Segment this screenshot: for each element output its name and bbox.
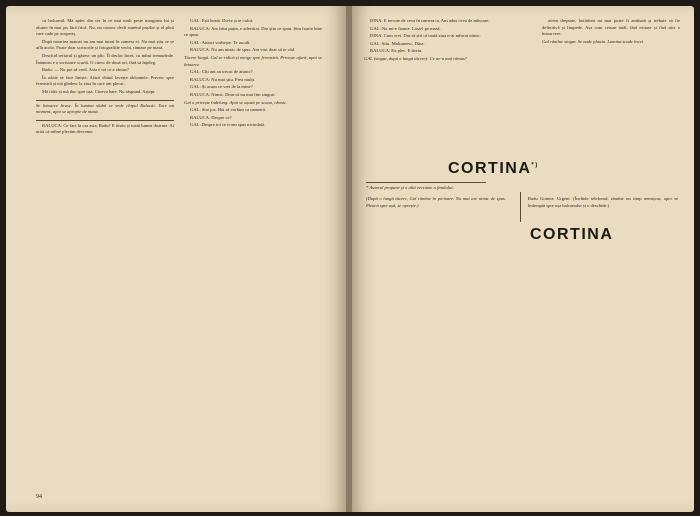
dialogue-line: GAL: Ești beată. Du-te și te culcă. (190, 18, 254, 23)
stage-direction: Se întoarce brusc. În lumina slabă se vede chipul Ralucăi. Tace un moment, apoi se apropie de masă. (36, 102, 174, 115)
divider-rule (36, 100, 174, 101)
curtain-heading-text: CORTINA (448, 160, 532, 177)
page-number: 94 (36, 494, 42, 500)
paragraph: În odaie se face liniște. Afară vîntul lovește obloanele. Privesc spre fereastră și mă gîndesc la ziua în care am plecat. (36, 74, 174, 87)
footnote-mark: *) (531, 162, 539, 169)
curtain-heading (448, 160, 539, 178)
divider-rule (36, 120, 174, 121)
paragraph: avem dreptate, hotărîrea nu mai poate fi amînată și trebuie să fie definitivă și limpede. Așa cum ceruse tatăl, fără ezitare și fără nici o întoarcere. (542, 18, 680, 37)
dialogue-line: DINA: Cum vrei. Dar să știi că toată ziua n-ai mîncat nimic. (370, 33, 481, 39)
paragraph: cu balconul. Mă aplec din cer în ce mai mult peste marginea lui și alunec în mai jos fără frică. Nu, nu cunosc decît sunetul pașilor și al ploii care cade pe acoperiș. (36, 18, 174, 37)
dialogue-line: RALUCA: Nimic. Doar să nu mai fim singuri. (190, 91, 276, 97)
paragraph: Deschid sertarul și găsesc un plic. Îl desfac încet, cu mîini tremurînde. Înăuntru e o scrisoare scurtă. O citesc de două ori, fără să înțeleg. (36, 52, 174, 65)
alternate-ending-left: (După o lungă tăcere, Gal rămîne în picioare. Nu mai are nimic de spus. Pleacă spre ușă, se oprește.) (366, 196, 506, 208)
dialogue-line: GAL: Cîți ani au trecut de atunci? (190, 69, 253, 75)
stage-direction: Gal rămîne singur. Se aude ploaia. Lumina scade încet. (542, 38, 645, 44)
right-page (352, 6, 694, 512)
dialogue-line: GAL: Despre tot ce n-am spus niciodată. (190, 122, 266, 128)
right-column-1 (364, 18, 502, 64)
dialogue-line: GAL: Nu mi-e foame. Lasă-l pe masă. (370, 25, 441, 31)
dialogue-line: GAL: Știu. Mulțumesc, Dina. (370, 40, 425, 46)
dialogue-line: GAL: Stai jos. Hai să vorbim ca oamenii. (190, 107, 267, 113)
dialogue-line: GAL: Atunci vorbește. Te ascult. (190, 39, 251, 45)
stage-direction: Tăcere lungă. Gal se ridică și merge spre fereastră. Privește afară, apoi se întoarce. (184, 54, 322, 67)
left-column-1 (36, 18, 174, 137)
paragraph: Mă ridic și mă duc spre ușă. Cineva bate. Nu răspund. Aștept. (42, 88, 156, 94)
stage-direction: GAL (singur, după o lungă tăcere): Ce ne-a mai rămas? (364, 55, 468, 61)
dialogue-line: RALUCA: Eu plec. E tîrziu. (370, 48, 423, 54)
stage-direction: Gal o privește îndelung. Apoi se așază pe scaun, obosit. (184, 99, 287, 105)
paragraph: După moartea mamei nu am mai intrat în camera ei. Nu mai știu ce se află acolo. Poate doar scrisorile și fotografiile vechi, rămase pe masă. (36, 38, 174, 51)
dialogue-line: DINA: E nevoie de ceva în camera ta. Am adus ceva de mîncare. (370, 18, 490, 23)
footnote (366, 182, 686, 192)
left-page (6, 6, 346, 512)
alternate-ending-right: Radu Gomea. Urgent. (Închide telefonul; rămîne un timp nemișcat, apoi se îndreaptă spre ușa balconului și o deschide.) (528, 196, 678, 208)
dialogue-line: RALUCA: Am băut puțin, e adevărat. Dar știu ce spun. Știu foarte bine ce spun. (184, 25, 322, 38)
footnote-rule (366, 182, 486, 183)
curtain-heading-alternate: CORTINA (530, 226, 614, 243)
paragraph: RALUCA: Ce faci la ora asta, Radu? E tîrziu și toată lumea doarme. Ai uitat că mîine plecăm devreme. (36, 122, 174, 135)
column-divider (520, 192, 521, 222)
left-column-2 (184, 18, 322, 130)
dialogue-line: RALUCA: Despre ce? (190, 114, 232, 120)
dialogue-line: RALUCA: Nu mai știu. Prea mulți. (190, 76, 256, 82)
footnote-text: * Autorul propune și o altă versiune a finalului: (366, 185, 455, 190)
paragraph: Radu: — Nu pot să cred. Asta e tot ce a rămas? (42, 67, 129, 73)
dialogue-line: RALUCA: Nu am nimic de spus. Am vrut doar să te văd. (190, 47, 296, 53)
right-column-2 (542, 18, 680, 46)
dialogue-line: GAL: Și acum ce vrei de la mine? (190, 84, 253, 90)
